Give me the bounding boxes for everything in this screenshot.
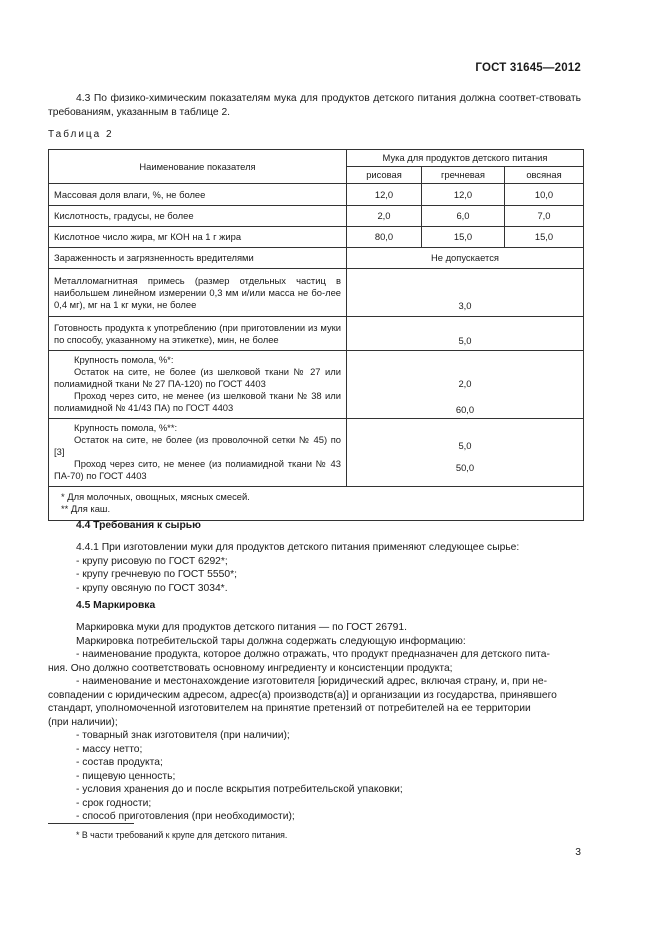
list-item: - состав продукта; <box>76 757 163 768</box>
grind-item: Проход через сито, не менее (из шелковой ткани № 38 или полиамидной № 41/43 ПА) по ГОСТ 4403 <box>54 390 341 413</box>
header-flour-group: Мука для продуктов детского питания <box>347 150 584 167</box>
requirements-table <box>48 149 584 521</box>
row-name: Готовность продукта к употреблению (при приготовлении из муки по способу, указанному на этикетке), мин, не более <box>49 317 347 351</box>
list-item: - наименование и местонахождение изготовителя [юридический адрес, включая страну, и, при не- <box>76 676 548 687</box>
document-id: ГОСТ 31645—2012 <box>475 62 581 74</box>
list-item: - крупу овсяную по ГОСТ 3034*. <box>76 582 228 594</box>
grind-value: 60,0 <box>455 404 475 415</box>
row-name: Зараженность и загрязненность вредителями <box>49 248 347 269</box>
row-value: Не допускается <box>347 248 584 269</box>
row-value: 5,0 <box>347 317 584 351</box>
header-oat: овсяная <box>505 167 584 184</box>
row-name: Металломагнитная примесь (размер отдельных частиц в наибольшем линейном измерении 0,3 мм и/или масса не бо-лее 0,4 мг), мг на 1 кг муки, не более <box>49 269 347 317</box>
footnote-divider <box>48 823 134 824</box>
row-value: 7,0 <box>505 206 584 227</box>
paragraph: Маркировка потребительской тары должна содержать следующую информацию: <box>76 635 466 647</box>
list-item-cont: совпадении с юридическим адресом, адрес(а) производств(а)] и организации из государства, принявшего <box>48 689 557 701</box>
table-header-row <box>49 150 584 167</box>
row-value: 6,0 <box>422 206 505 227</box>
list-item-cont: (при наличии); <box>48 716 118 728</box>
table-note: ** Для каш. <box>61 503 111 514</box>
row-value: 10,0 <box>505 184 584 206</box>
footnote: * В части требований к крупе для детского питания. <box>76 830 288 840</box>
list-item: - массу нетто; <box>76 743 143 755</box>
row-value: 80,0 <box>347 227 422 248</box>
grind-item: Проход через сито, не менее (из полиамидной ткани № 43 ПА-70) по ГОСТ 4403 <box>54 458 341 481</box>
table-row <box>49 317 584 351</box>
grind-value: 50,0 <box>455 462 475 473</box>
grind-item: Остаток на сите, не более (из проволочной сетки № 45) по [3] <box>54 434 341 457</box>
list-item-cont: стандарт, уполномоченной изготовителем на принятие претензий от потребителей на ее территории <box>48 703 531 714</box>
list-item: - способ приготовления (при необходимости); <box>76 811 295 822</box>
header-rice: рисовая <box>347 167 422 184</box>
grind-value: 5,0 <box>458 440 472 451</box>
table-note: * Для молочных, овощных, мясных смесей. <box>61 491 250 502</box>
intro-paragraph: 4.3 По физико-химическим показателям мука для продуктов детского питания должна соответ-ствовать требованиям, указанным в таблице 2. <box>48 93 581 118</box>
table-row-grind-2 <box>49 419 584 487</box>
grind-item: Остаток на сите, не более (из шелковой ткани № 27 или полиамидной ткани № 27 ПА-120) по ГОСТ 4403 <box>54 366 341 389</box>
table-row <box>49 248 584 269</box>
section-4-4-text <box>76 541 582 595</box>
row-value: 3,0 <box>347 269 584 317</box>
header-buckwheat: гречневая <box>422 167 505 184</box>
page-number: 3 <box>575 847 581 858</box>
grind-value: 2,0 <box>458 378 472 389</box>
grind-title: Крупность помола, %*: <box>74 354 174 365</box>
list-item: - товарный знак изготовителя (при наличии); <box>76 730 290 741</box>
row-name: Массовая доля влаги, %, не более <box>49 184 347 206</box>
list-item: - срок годности; <box>76 797 152 809</box>
paragraph: 4.4.1 При изготовлении муки для продуктов детского питания применяют следующее сырье: <box>76 542 520 553</box>
row-value: 15,0 <box>422 227 505 248</box>
row-value: 15,0 <box>505 227 584 248</box>
list-item-cont: ния. Оно должно соответствовать основному ингредиенту и консистенции продукта; <box>48 662 453 674</box>
table-row <box>49 184 584 206</box>
list-item: - крупу гречневую по ГОСТ 5550*; <box>76 569 237 580</box>
section-title-4-5: 4.5 Маркировка <box>76 600 156 611</box>
section-4-5-text <box>48 621 582 824</box>
table-row <box>49 269 584 317</box>
list-item: - пищевую ценность; <box>76 770 176 782</box>
list-item: - условия хранения до и после вскрытия потребительской упаковки; <box>76 784 403 795</box>
table-notes-row <box>49 487 584 521</box>
list-item: - наименование продукта, которое должно отражать, что продукт предназначен для детского пита- <box>76 649 550 660</box>
row-value: 2,0 <box>347 206 422 227</box>
header-indicator-name: Наименование показателя <box>49 150 347 184</box>
row-value: 12,0 <box>422 184 505 206</box>
section-title-4-4: 4.4 Требования к сырью <box>76 520 201 531</box>
table-row <box>49 227 584 248</box>
table-caption: Таблица 2 <box>48 129 114 140</box>
table-row <box>49 206 584 227</box>
list-item: - крупу рисовую по ГОСТ 6292*; <box>76 555 228 567</box>
row-name: Кислотность, градусы, не более <box>49 206 347 227</box>
grind-title: Крупность помола, %**: <box>74 422 178 433</box>
row-value: 12,0 <box>347 184 422 206</box>
row-name: Кислотное число жира, мг КОН на 1 г жира <box>49 227 347 248</box>
paragraph: Маркировка муки для продуктов детского питания — по ГОСТ 26791. <box>76 622 407 633</box>
table-row-grind-1 <box>49 351 584 419</box>
